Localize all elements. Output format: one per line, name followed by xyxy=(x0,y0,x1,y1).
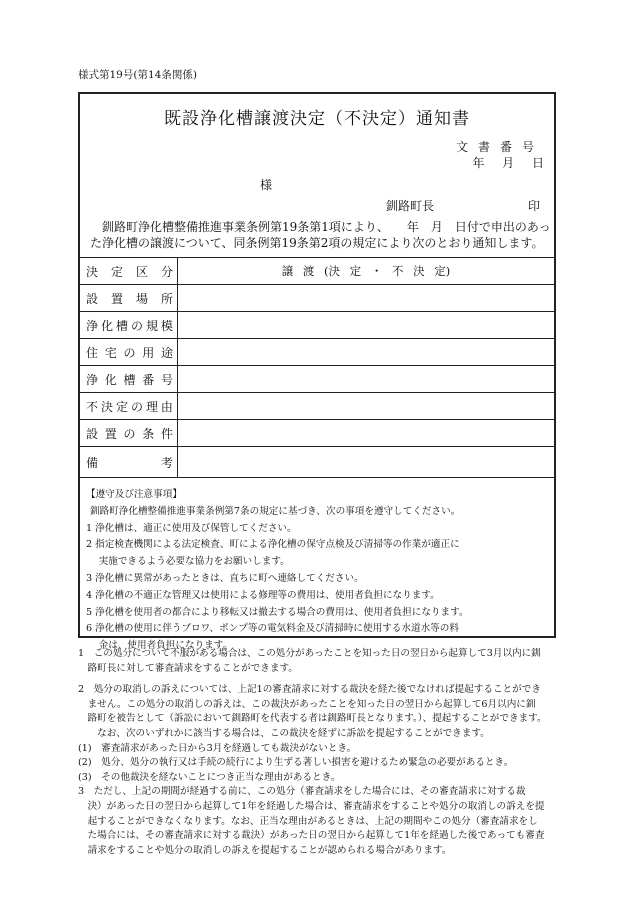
footer-line: ません。この処分の取消しの訴えは、この裁決があったことを知った日の翌日から起算して6月以内に釧 xyxy=(78,698,536,710)
body-text: 釧路町浄化槽整備推進事業条例第19条第1項により、 年 月 日付で申出のあった浄化槽の譲渡について、同条例第19条第2項の規定により次のとおり通知します。 xyxy=(90,220,551,250)
row-value xyxy=(178,420,554,446)
appeal-instructions xyxy=(78,647,568,858)
table-row xyxy=(80,312,554,339)
label-char: 槽 xyxy=(115,318,128,333)
details-table xyxy=(80,257,554,478)
table-row xyxy=(80,393,554,420)
row-label xyxy=(80,420,178,446)
row-label xyxy=(80,285,178,311)
footer-line: 2 処分の取消しの訴えについては、上記1の審査請求に対する裁決を経た後でなければ提起することができ xyxy=(78,684,541,696)
notes-item: 3 浄化槽に異常があったときは、直ちに町へ連絡してください。 xyxy=(86,572,364,584)
document-number: 文書番号 xyxy=(455,140,544,154)
row-value xyxy=(178,366,554,392)
notes-item: 1 浄化槽は、適正に使用及び保管してください。 xyxy=(86,522,297,534)
label-char: 浄 xyxy=(86,372,99,387)
label-char: 不 xyxy=(86,399,99,414)
table-row xyxy=(80,447,554,477)
page-title: 既設浄化槽譲渡決定（不決定）通知書 xyxy=(164,109,470,129)
label-char: 設 xyxy=(86,291,99,306)
label-char: 定 xyxy=(115,399,128,414)
label-char: 設 xyxy=(86,426,99,441)
sender: 釧路町長 xyxy=(386,199,435,213)
label-char: 槽 xyxy=(123,372,136,387)
label-char: 考 xyxy=(160,455,173,470)
notes-item: 4 浄化槽の不適正な管理又は使用による修理等の費用は、使用者負担になります。 xyxy=(86,589,440,601)
seal-mark: 印 xyxy=(527,199,540,213)
row-value xyxy=(178,447,554,477)
label-char: 号 xyxy=(160,372,173,387)
label-char: 定 xyxy=(110,264,123,279)
notes-intro: 釧路町浄化槽整備推進事業条例第7条の規定に基づき、次の事項を遵守してください。 xyxy=(90,505,461,517)
date-line: 年 月 日 xyxy=(472,156,544,170)
label-char: 浄 xyxy=(86,318,99,333)
footer-line: なお、次のいずれかに該当する場合は、この裁決を経ずに訴訟を提起することができます。 xyxy=(78,727,490,739)
label-char: 住 xyxy=(86,345,99,360)
label-char: 化 xyxy=(100,318,113,333)
footer-line: 路町長に対して審査請求をすることができます。 xyxy=(78,662,298,674)
notes-item: 5 浄化槽を使用者の都合により移転又は撤去する場合の費用は、使用者負担になります。 xyxy=(86,606,469,618)
label-char: 化 xyxy=(104,372,117,387)
label-char: 理 xyxy=(145,399,158,414)
footer-line: 起することができなくなります。なお、正当な理由があるときは、上記の期間やこの処分（審査請求をし xyxy=(78,815,538,827)
table-row xyxy=(80,339,554,366)
label-char: 決 xyxy=(100,399,113,414)
form-label: 様式第19号(第14条関係) xyxy=(78,69,197,81)
label-char: 宅 xyxy=(104,345,117,360)
footer-line: (3) その他裁決を経ないことにつき正当な理由があるとき。 xyxy=(78,771,341,783)
row-value: 譲 渡 (決 定 ・ 不 決 定) xyxy=(281,264,451,278)
label-char: 区 xyxy=(135,264,148,279)
notes-item: 金は、使用者負担になります。 xyxy=(86,640,233,652)
label-char: 所 xyxy=(160,291,173,306)
footer-line: (2) 処分、処分の執行又は手続の続行により生ずる著しい損害を避けるため緊急の必要があるとき。 xyxy=(78,757,514,769)
label-char: 決 xyxy=(86,264,99,279)
label-char: 備 xyxy=(86,455,99,470)
label-char: の xyxy=(130,399,143,414)
label-char: 番 xyxy=(142,372,155,387)
label-char: 由 xyxy=(160,399,173,414)
row-label xyxy=(80,258,178,284)
label-char: 用 xyxy=(142,345,155,360)
row-value xyxy=(178,339,554,365)
label-char: の xyxy=(123,345,136,360)
notes-item: 実施できるよう必要な協力をお願いします。 xyxy=(86,556,290,568)
addressee: 様 xyxy=(260,178,273,192)
notice-form xyxy=(78,92,556,652)
label-char: 場 xyxy=(135,291,148,306)
footer-line: (1) 審査請求があった日から3月を経過しても裁決がないとき。 xyxy=(78,742,357,754)
row-label xyxy=(80,447,178,477)
footer-line: 決）があった日の翌日から起算して1年を経過した場合は、審査請求をすることや処分の取消しの訴えを提 xyxy=(78,800,545,812)
compliance-notes xyxy=(86,487,550,655)
label-char: 置 xyxy=(104,426,117,441)
row-value xyxy=(178,285,554,311)
row-label xyxy=(80,366,178,392)
label-char: の xyxy=(130,318,143,333)
row-value xyxy=(178,312,554,338)
notes-item: 2 指定検査機関による法定検査、町による浄化槽の保守点検及び清掃等の作業が適正に xyxy=(86,539,460,551)
label-char: 分 xyxy=(160,264,173,279)
notes-item: 6 浄化槽の使用に伴うブロワ、ポンプ等の電気料金及び清掃時に使用する水道水等の料 xyxy=(86,623,459,635)
label-char: 途 xyxy=(160,345,173,360)
footer-spacer xyxy=(78,676,568,683)
row-label xyxy=(80,339,178,365)
footer-line: 3 ただし、上記の期間が経過する前に、この処分（審査請求をした場合には、その審査請求に対する裁 xyxy=(78,786,526,798)
label-char: 件 xyxy=(160,426,173,441)
footer-line: 路町を被告として（訴訟において釧路町を代表する者は釧路町長となります。）、提起することができます。 xyxy=(78,713,547,725)
row-label xyxy=(80,393,178,419)
label-char: 模 xyxy=(160,318,173,333)
table-row xyxy=(80,366,554,393)
footer-line: 請求をすることや処分の取消しの訴えを提起することが認められる場合があります。 xyxy=(78,844,452,856)
row-label xyxy=(80,312,178,338)
label-char: 条 xyxy=(142,426,155,441)
table-row xyxy=(80,258,554,285)
footer-line: 1 この処分について不服がある場合は、この処分があったことを知った日の翌日から起算して3月以内に釧 xyxy=(78,648,541,659)
table-row xyxy=(80,420,554,447)
footer-line: た場合には、その審査請求に対する裁決）があった日の翌日から起算して1年を経過した後であっても審査 xyxy=(78,830,545,842)
table-row xyxy=(80,285,554,312)
row-value xyxy=(178,393,554,419)
notes-heading: 【遵守及び注意事項】 xyxy=(86,489,182,500)
label-char: 規 xyxy=(145,318,158,333)
label-char: 置 xyxy=(110,291,123,306)
label-char: の xyxy=(123,426,136,441)
